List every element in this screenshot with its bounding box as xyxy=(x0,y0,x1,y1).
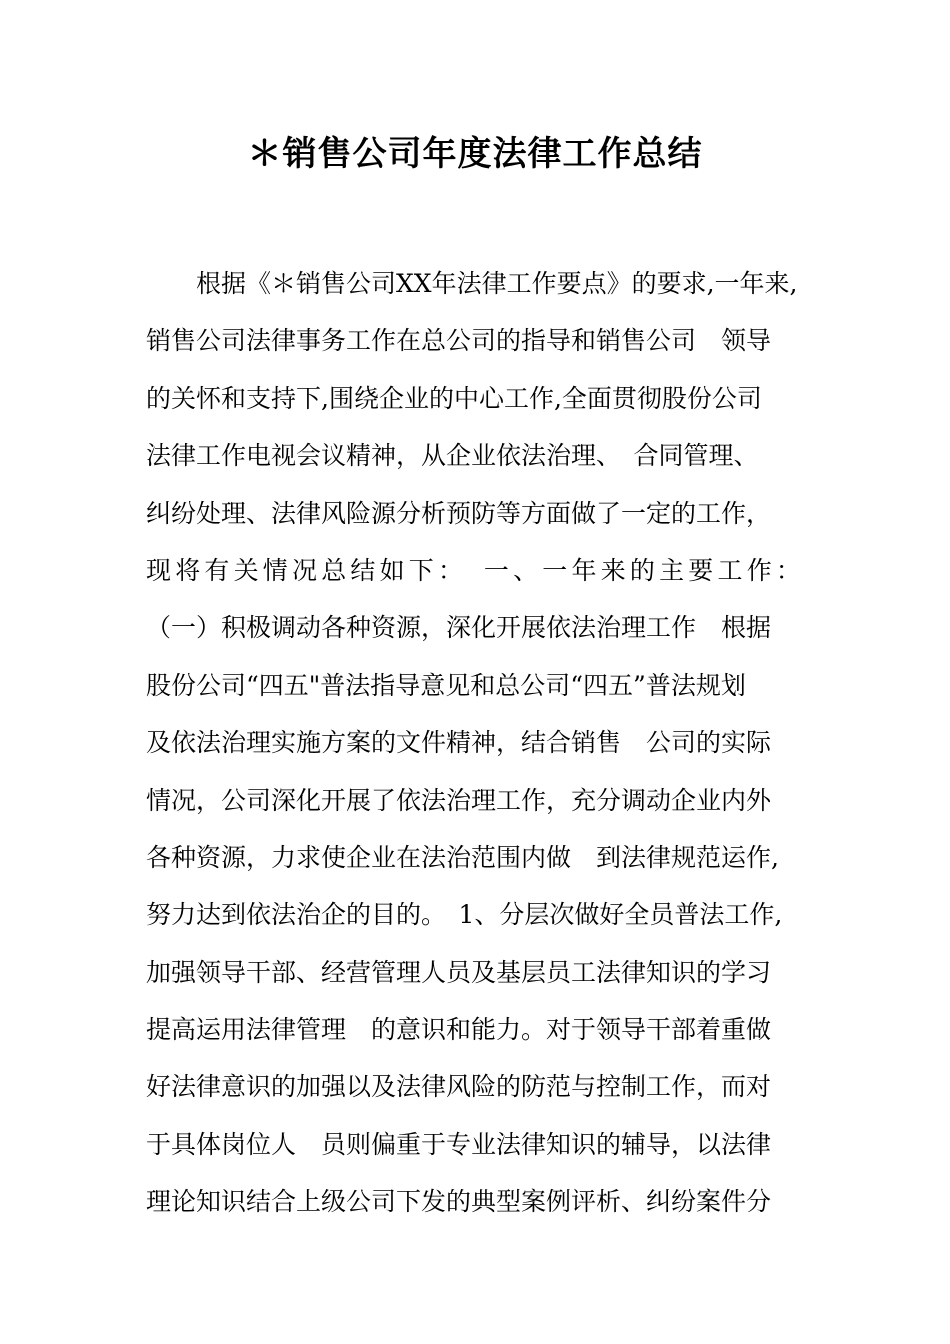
body-line: 法律工作电视会议精神，从企业依法治理、 合同管理、 xyxy=(146,441,759,471)
body-line: 好法律意识的加强以及法律风险的防范与控制工作，而对 xyxy=(146,1072,772,1102)
body-line: 于具体岗位人 员则偏重于专业法律知识的辅导，以法律 xyxy=(146,1129,772,1159)
document-title: ＊销售公司年度法律工作总结 xyxy=(247,134,703,174)
body-line: 股份公司“四五"普法指导意见和总公司“四五”普法规划 xyxy=(146,670,746,700)
body-line: 情况，公司深化开展了依法治理工作，充分调动企业内外 xyxy=(146,785,772,815)
body-line: 根据《＊销售公司XX年法律工作要点》的要求,一年来, xyxy=(196,269,798,298)
body-line: 及依法治理实施方案的文件精神，结合销售 公司的实际 xyxy=(146,728,772,758)
body-line: 努力达到依法治企的目的。 1、分层次做好全员普法工作, xyxy=(146,900,783,930)
body-line: （一）积极调动各种资源，深化开展依法治理工作 根据 xyxy=(146,613,772,643)
document-body xyxy=(146,262,826,1238)
body-line: 销售公司法律事务工作在总公司的指导和销售公司 领导 xyxy=(146,326,772,356)
body-line: 加强领导干部、经营管理人员及基层员工法律知识的学习 xyxy=(146,957,772,987)
body-line: 纠纷处理、法律风险源分析预防等方面做了一定的工作， xyxy=(146,498,772,528)
body-line: 提高运用法律管理 的意识和能力。对于领导干部着重做 xyxy=(146,1015,772,1045)
body-line: 的关怀和支持下,围绕企业的中心工作,全面贯彻股份公司 xyxy=(146,383,762,413)
body-line: 理论知识结合上级公司下发的典型案例评析、纠纷案件分 xyxy=(146,1187,772,1217)
body-line: 现将有关情况总结如下： 一、一年来的主要工作： xyxy=(146,555,806,585)
body-line: 各种资源，力求使企业在法治范围内做 到法律规范运作, xyxy=(146,842,779,872)
